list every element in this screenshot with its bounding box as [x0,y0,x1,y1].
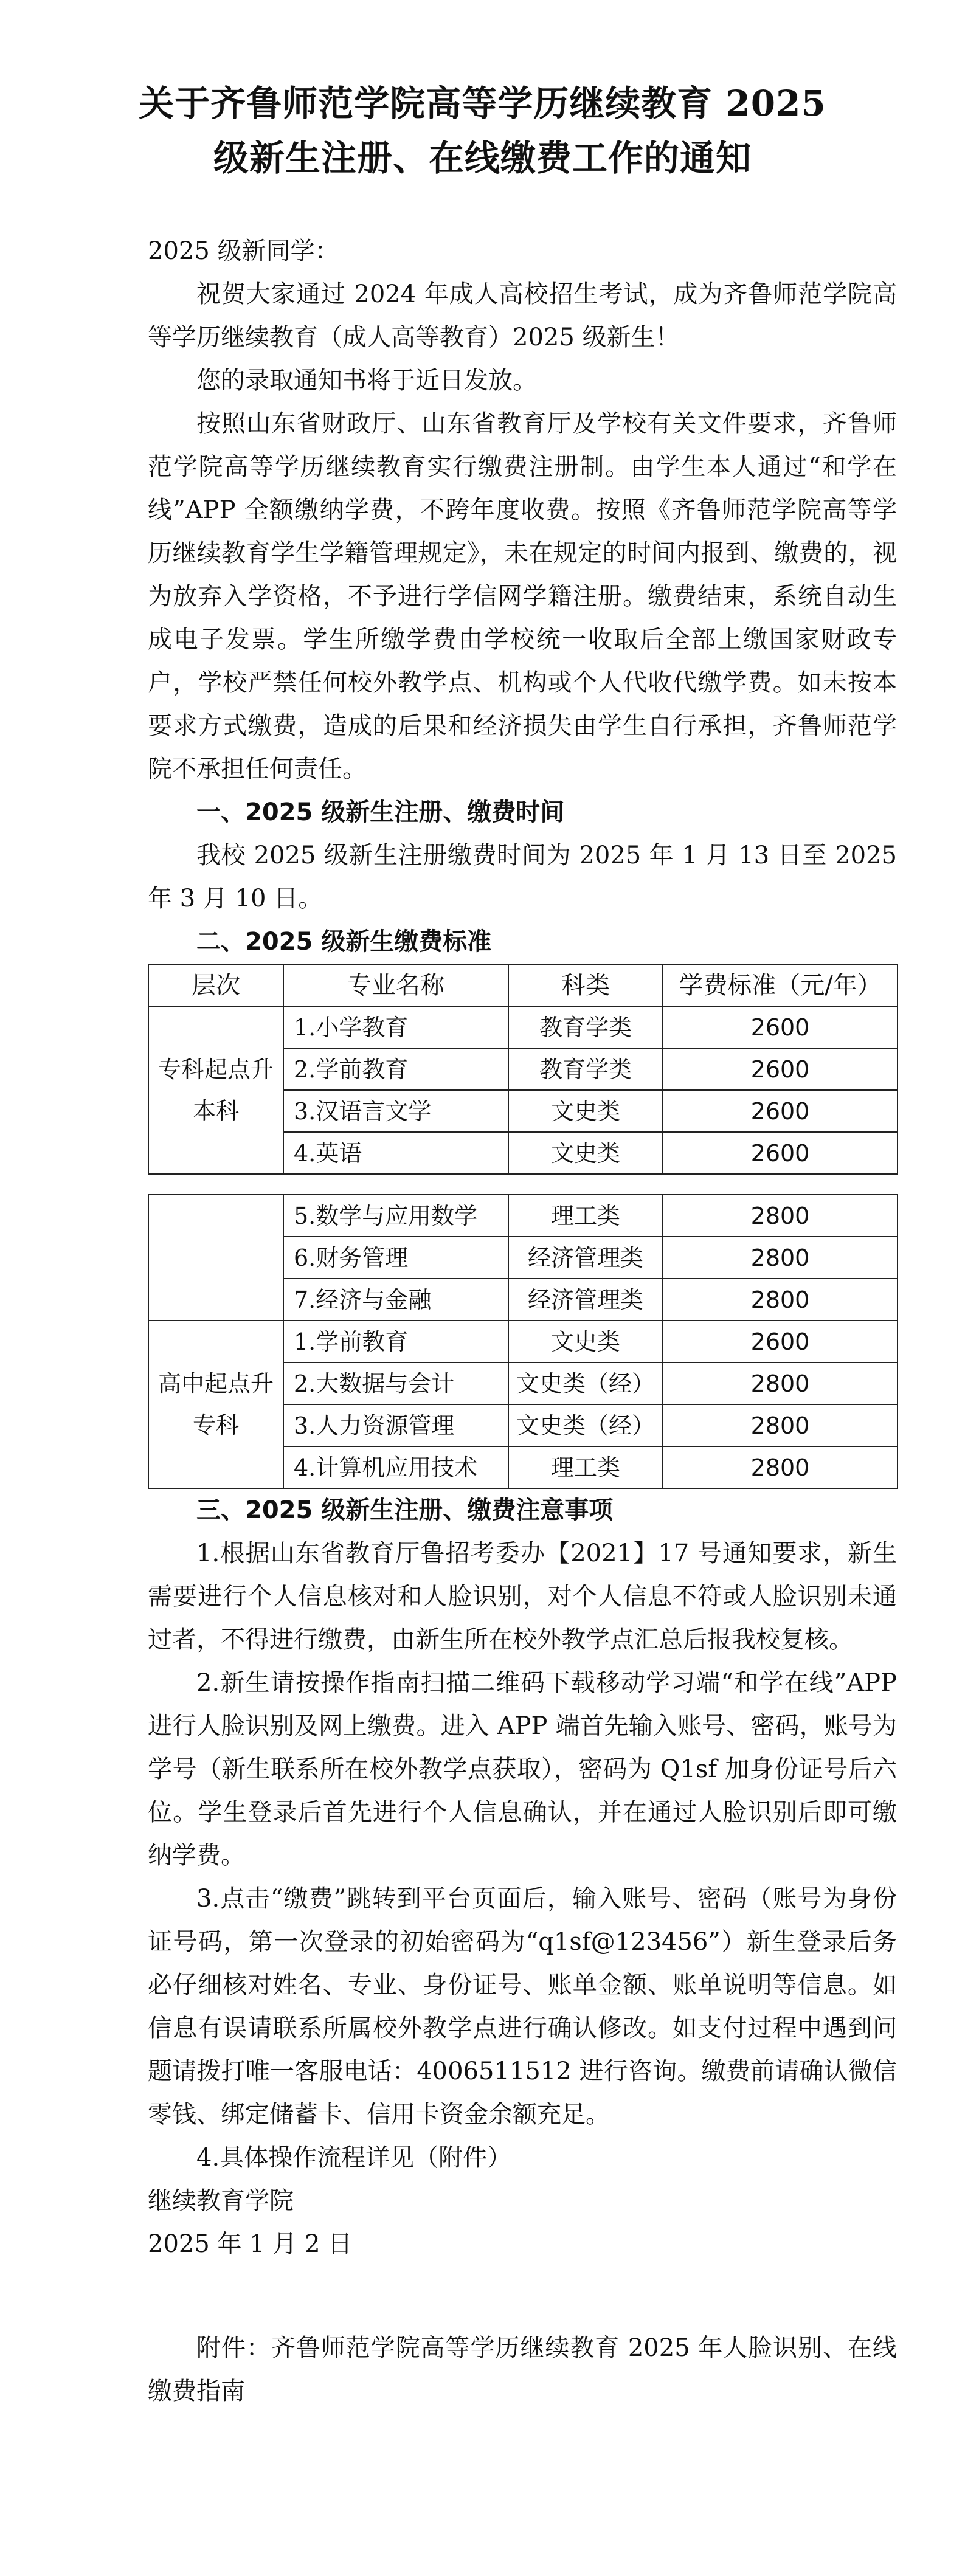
fee-cell: 2800 [663,1195,898,1237]
intro-paragraph-3: 按照山东省财政厅、山东省教育厅及学校有关文件要求，齐鲁师范学院高等学历继续教育实行缴费注册制。由学生本人通过“和学在线”APP 全额缴纳学费，不跨年度收费。按照《齐鲁师范学院高等学历继续教育学生学籍管理规定》，未在规定的时间内报到、缴费的，视为放弃入学资格，不予进行学信网学籍注册。缴费结束，系统自动生成电子发票。学生所缴学费由学校统一收取后全部上缴国家财政专户，学校严禁任何校外教学点、机构或个人代收代缴学费。如未按本要求方式缴费，造成的后果和经济损失由学生自行承担，齐鲁师范学院不承担任何责任。 [148,410,897,783]
section-1-text: 我校 2025 级新生注册缴费时间为 2025 年 1 月 13 日至 2025 年 3 月 10 日。 [148,841,897,913]
fee-cell: 2600 [663,1321,898,1362]
fee-table-upper [148,964,898,1175]
level-cell-empty [148,1195,283,1321]
fee-cell: 2800 [663,1237,898,1279]
attachment-note: 附件：齐鲁师范学院高等学历继续教育 2025 年人脸识别、在线缴费指南 [148,2334,897,2405]
category-cell: 经济管理类 [508,1279,663,1321]
header-fee: 学费标准（元/年） [663,964,898,1006]
category-cell: 经济管理类 [508,1237,663,1279]
major-cell: 2.学前教育 [283,1048,508,1090]
major-cell: 1.学前教育 [283,1321,508,1362]
table-gap [148,1175,897,1194]
table-row [148,1195,898,1237]
fee-cell: 2800 [663,1362,898,1404]
document-title-line-1: 关于齐鲁师范学院高等学历继续教育 2025 [139,83,826,124]
major-cell: 6.财务管理 [283,1237,508,1279]
major-cell: 4.计算机应用技术 [283,1446,508,1488]
section-3-item-4: 4.具体操作流程详见（附件） [196,2144,512,2172]
fee-table-lower [148,1194,898,1489]
document-title-line-2: 级新生注册、在线缴费工作的通知 [213,137,752,179]
table-row [148,1006,898,1048]
section-1-heading: 一、2025 级新生注册、缴费时间 [196,798,565,826]
header-category: 科类 [508,964,663,1006]
major-cell: 3.汉语言文学 [283,1090,508,1132]
salutation: 2025 级新同学： [148,237,339,265]
category-cell: 文史类 [508,1090,663,1132]
level-cell-upgrade-bachelor: 专科起点升本科 [148,1006,283,1174]
category-cell: 教育学类 [508,1006,663,1048]
fee-cell: 2600 [663,1132,898,1174]
header-level: 层次 [148,964,283,1006]
section-3-item-2: 2.新生请按操作指南扫描二维码下载移动学习端“和学在线”APP 进行人脸识别及网上缴费。进入 APP 端首先输入账号、密码，账号为学号（新生联系所在校外教学点获取），密码为 Q1sf 加身份证号后六位。学生登录后首先进行个人信息确认，并在通过人脸识别后即可缴纳学费。 [148,1669,897,1870]
document-body [148,230,897,2413]
category-cell: 理工类 [508,1446,663,1488]
table-row [148,1321,898,1362]
major-cell: 7.经济与金融 [283,1279,508,1321]
attachment-spacer [148,2266,897,2327]
fee-cell: 2600 [663,1048,898,1090]
level-cell-highschool-associate: 高中起点升专科 [148,1321,283,1488]
section-3-item-1: 1.根据山东省教育厅鲁招考委办【2021】17 号通知要求，新生需要进行个人信息核对和人脸识别，对个人信息不符或人脸识别未通过者，不得进行缴费，由新生所在校外教学点汇总后报我校复核。 [148,1539,897,1654]
fee-cell: 2800 [663,1404,898,1446]
category-cell: 文史类（经） [508,1404,663,1446]
major-cell: 2.大数据与会计 [283,1362,508,1404]
header-major: 专业名称 [283,964,508,1006]
major-cell: 1.小学教育 [283,1006,508,1048]
fee-table-header-row [148,964,898,1006]
major-cell: 5.数学与应用数学 [283,1195,508,1237]
signature-date: 2025 年 1 月 2 日 [148,2230,353,2258]
category-cell: 教育学类 [508,1048,663,1090]
fee-cell: 2800 [663,1446,898,1488]
major-cell: 4.英语 [283,1132,508,1174]
category-cell: 文史类（经） [508,1362,663,1404]
fee-cell: 2600 [663,1090,898,1132]
section-3-item-3: 3.点击“缴费”跳转到平台页面后，输入账号、密码（账号为身份证号码，第一次登录的初始密码为“q1sf@123456”）新生登录后务必仔细核对姓名、专业、身份证号、账单金额、账单说明等信息。如信息有误请联系所属校外教学点进行确认修改。如支付过程中遇到问题请拨打唯一客服电话：4006511512 进行咨询。缴费前请确认微信零钱、绑定储蓄卡、信用卡资金余额充足。 [148,1885,897,2129]
intro-paragraph-1: 祝贺大家通过 2024 年成人高校招生考试，成为齐鲁师范学院高等学历继续教育（成人高等教育）2025 级新生！ [148,280,897,351]
intro-paragraph-2: 您的录取通知书将于近日发放。 [196,367,537,395]
fee-cell: 2800 [663,1279,898,1321]
category-cell: 文史类 [508,1321,663,1362]
section-3-heading: 三、2025 级新生注册、缴费注意事项 [196,1496,614,1524]
section-2-heading: 二、2025 级新生缴费标准 [196,928,492,956]
category-cell: 文史类 [508,1132,663,1174]
fee-cell: 2600 [663,1006,898,1048]
major-cell: 3.人力资源管理 [283,1404,508,1446]
signature-org: 继续教育学院 [148,2187,294,2215]
category-cell: 理工类 [508,1195,663,1237]
